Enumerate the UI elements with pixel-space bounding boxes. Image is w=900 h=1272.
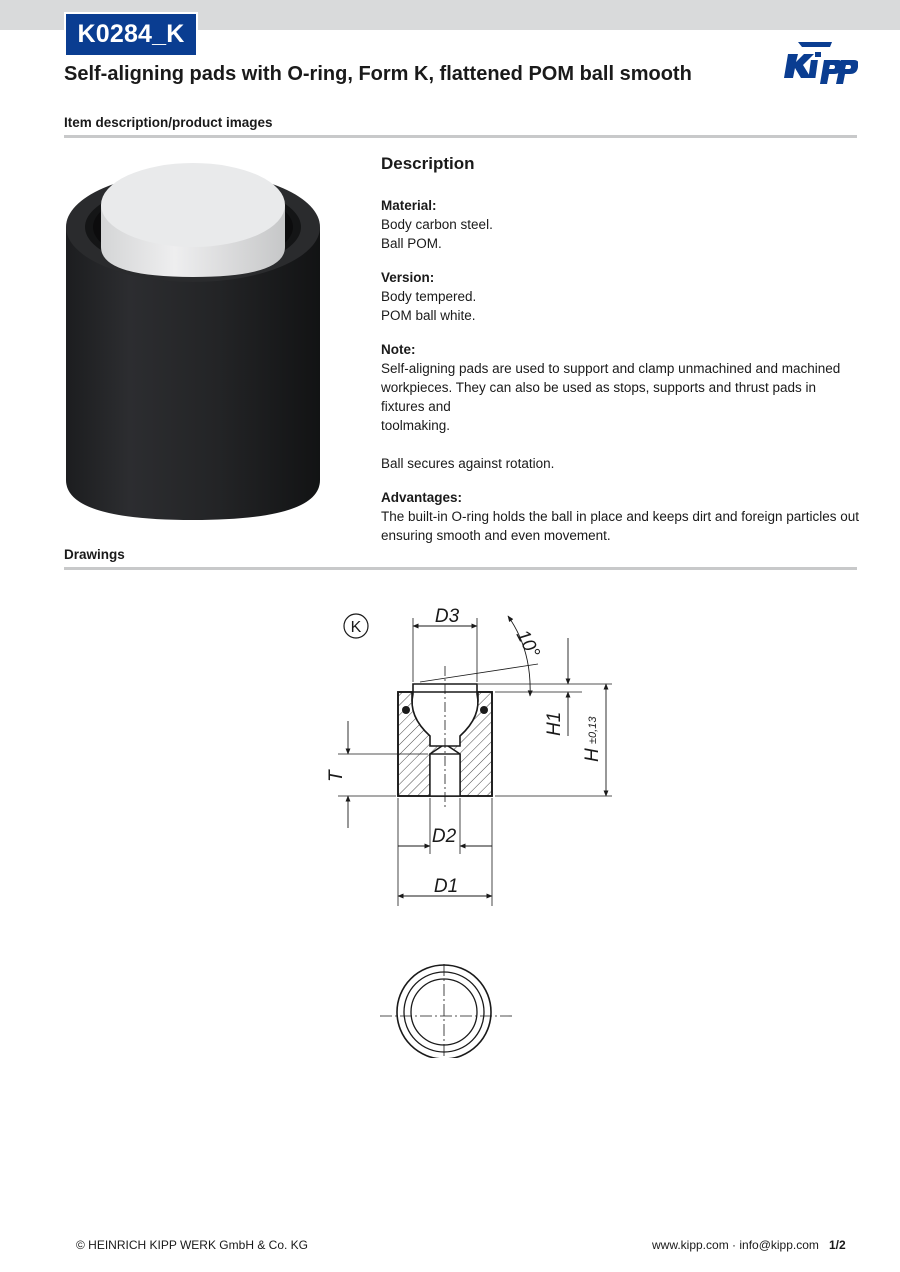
- advantages-line: ensuring smooth and even movement.: [381, 528, 611, 543]
- version-line: POM ball white.: [381, 308, 476, 323]
- description-heading: Description: [381, 154, 475, 173]
- version-line: Body tempered.: [381, 289, 477, 304]
- angle-label: 10°: [511, 626, 544, 662]
- t-label: T: [326, 770, 347, 782]
- material-label: Material:: [381, 198, 437, 213]
- footer-page-number: 1/2: [829, 1238, 846, 1252]
- section-divider: [64, 567, 857, 570]
- technical-drawing-top-view: [376, 964, 516, 1058]
- d1-label: D1: [433, 876, 459, 897]
- section-drawings-label: Drawings: [64, 547, 125, 562]
- h-label: H: [582, 748, 603, 762]
- form-label: [344, 614, 368, 638]
- note-line: workpieces. They can also be used as stops, supports and thrust pads in fixtures and: [381, 380, 816, 414]
- note-line: Self-aligning pads are used to support and clamp unmachined and machined: [381, 361, 841, 376]
- technical-drawing-side-view: [320, 596, 620, 916]
- h1-label: H1: [544, 711, 565, 736]
- material-line: Ball POM.: [381, 236, 442, 251]
- description-panel: [381, 154, 861, 560]
- d2-label: D2: [431, 826, 457, 847]
- footer-copyright: © HEINRICH KIPP WERK GmbH & Co. KG: [76, 1238, 308, 1252]
- page-title: Self-aligning pads with O-ring, Form K, flattened POM ball smooth: [64, 63, 692, 85]
- note-block: [381, 340, 861, 473]
- spacer: [381, 435, 861, 454]
- advantages-block: [381, 488, 861, 545]
- angle-line: [420, 664, 538, 682]
- version-block: [381, 268, 861, 325]
- product-photo: [64, 155, 322, 523]
- o-ring-right: [480, 706, 488, 714]
- version-label: Version:: [381, 270, 435, 285]
- note-label: Note:: [381, 342, 416, 357]
- note-extra: Ball secures against rotation.: [381, 456, 555, 471]
- d3-label: D3: [434, 606, 460, 627]
- advantages-label: Advantages:: [381, 490, 463, 505]
- product-code-badge: K0284_K: [64, 12, 198, 57]
- material-block: [381, 196, 861, 253]
- material-line: Body carbon steel.: [381, 217, 493, 232]
- note-line: toolmaking.: [381, 418, 451, 433]
- o-ring-left: [402, 706, 410, 714]
- section-divider: [64, 135, 857, 138]
- kipp-logo-icon: [784, 38, 858, 90]
- footer-contact: www.kipp.com · info@kipp.com: [652, 1238, 819, 1252]
- section-item-description-label: Item description/product images: [64, 115, 273, 130]
- advantages-line: The built-in O-ring holds the ball in place and keeps dirt and foreign particles out: [381, 509, 860, 524]
- form-letter: K: [350, 619, 362, 636]
- h-tolerance: ±0,13: [587, 716, 599, 744]
